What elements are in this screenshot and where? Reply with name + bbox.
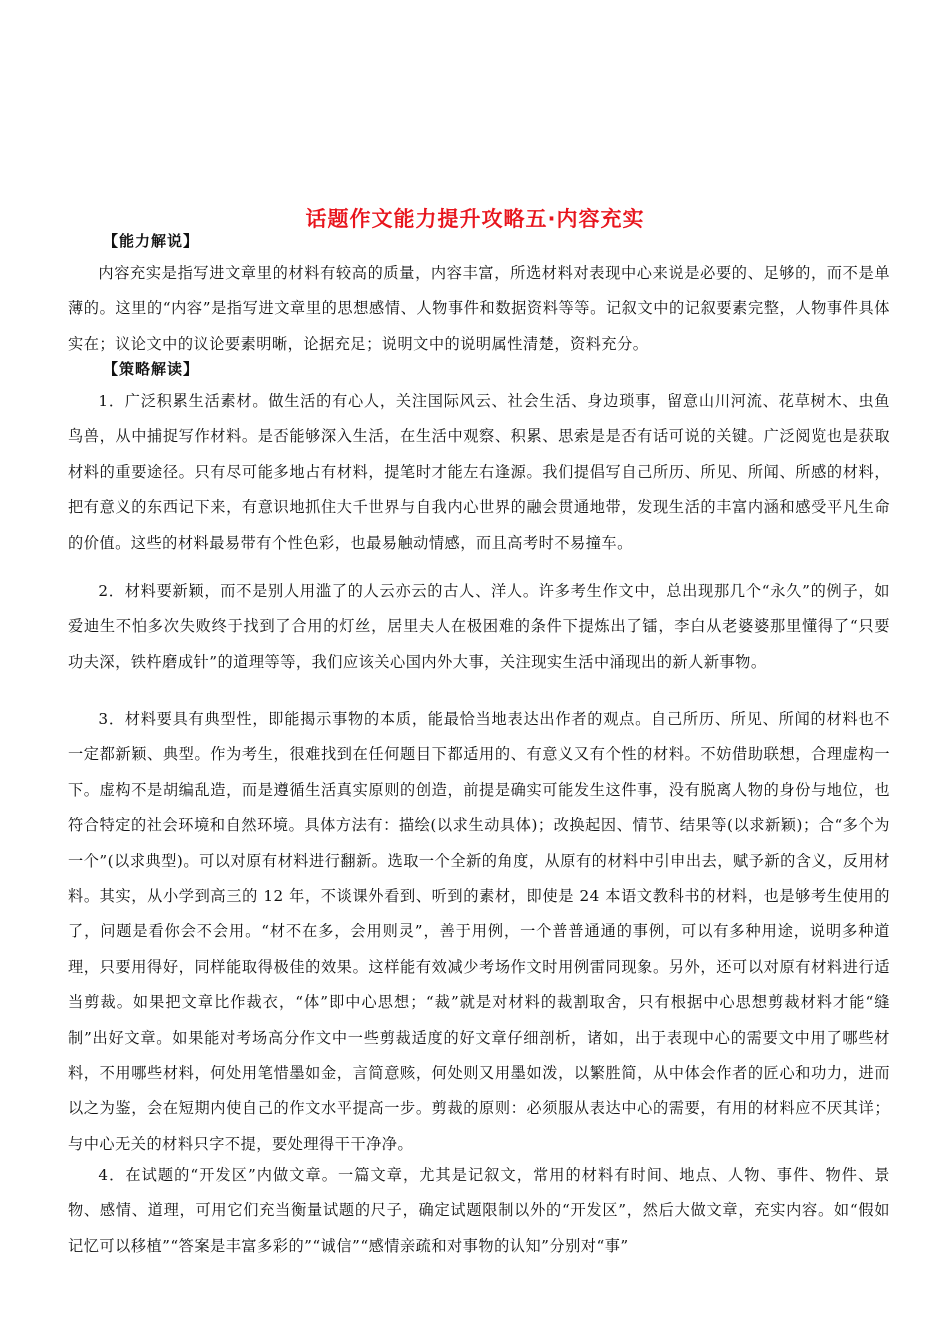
paragraph-point-4: 4．在试题的“开发区”内做文章。一篇文章，尤其是记叙文，常用的材料有时间、地点、人物、事件、物件、景物、感情、道理，可用它们充当衡量试题的尺子，确定试题限制以外的“开发区”，然后大做文章，充实内容。如“假如记忆可以移植”“答案是丰富多彩的”“诚信”“感情亲疏和对事物的认知”分别对“事”	[68, 1166, 890, 1255]
document-title: 话题作文能力提升攻略五·内容充实	[305, 207, 645, 231]
paragraph-point-3: 3．材料要具有典型性，即能揭示事物的本质，能最恰当地表达出作者的观点。自己所历、所见、所闻的材料也不一定都新颖、典型。作为考生，很难找到在任何题目下都适用的、有意义又有个性的材料。不妨借助联想，合理虚构一下。虚构不是胡编乱造，而是遵循生活真实原则的创造，前提是确实可能发生这件事，没有脱离人物的身份与地位，也符合特定的社会环境和自然环境。具体方法有：描绘(以求生动具体)；改换起因、情节、结果等(以求新颖)；合“多个为一个”(以求典型)。可以对原有材料进行翻新。选取一个全新的角度，从原有的材料中引申出去，赋予新的含义，反用材料。其实，从小学到高三的 12 年，不谈课外看到、听到的素材，即使是 24 本语文教科书的材料，也是够考生使用的了，问题是看你会不会用。“材不在多，会用则灵”，善于用例，一个普普通通的事例，可以有多种用途，说明多种道理，只要用得好，同样能取得极佳的效果。这样能有效减少考场作文时用例雷同现象。另外，还可以对原有材料进行适当剪裁。如果把文章比作裁衣，“体”即中心思想；“裁”就是对材料的裁割取舍，只有根据中心思想剪裁材料才能“缝制”出好文章。如果能对考场高分作文中一些剪裁适度的好文章仔细剖析，诸如，出于表现中心的需要文中用了哪些材料，不用哪些材料，何处用笔惜墨如金，言简意赅，何处则又用墨如泼，以繁胜简，从中体会作者的匠心和功力，进而以之为鉴，会在短期内使自己的作文水平提高一步。剪裁的原则：必须服从表达中心的需要，有用的材料应不厌其详；与中心无关的材料只字不提，要处理得干干净净。	[68, 710, 890, 1153]
section-heading-strategy: 【策略解读】	[103, 360, 200, 378]
section-heading-ability: 【能力解说】	[103, 232, 200, 250]
paragraph-ability-explanation: 内容充实是指写进文章里的材料有较高的质量，内容丰富，所选材料对表现中心来说是必要的、足够的，而不是单薄的。这里的“内容”是指写进文章里的思想感情、人物事件和数据资料等等。记叙文中的记叙要素完整，人物事件具体实在；议论文中的议论要素明晰，论据充足；说明文中的说明属性清楚，资料充分。	[68, 264, 890, 353]
paragraph-point-2: 2．材料要新颖，而不是别人用滥了的人云亦云的古人、洋人。许多考生作文中，总出现那几个“永久”的例子，如爱迪生不怕多次失败终于找到了合用的灯丝，居里夫人在极困难的条件下提炼出了镭，李白从老婆婆那里懂得了“只要功夫深，铁杵磨成针”的道理等等，我们应该关心国内外大事，关注现实生活中涌现出的新人新事物。	[68, 582, 890, 671]
paragraph-point-1: 1．广泛积累生活素材。做生活的有心人，关注国际风云、社会生活、身边琐事，留意山川河流、花草树木、虫鱼鸟兽，从中捕捉写作材料。是否能够深入生活，在生活中观察、积累、思索是是否有话可说的关键。广泛阅览也是获取材料的重要途径。只有尽可能多地占有材料，提笔时才能左右逢源。我们提倡写自己所历、所见、所闻、所感的材料，把有意义的东西记下来，有意识地抓住大千世界与自我内心世界的融会贯通地带，发现生活的丰富内涵和感受平凡生命的价值。这些的材料最易带有个性色彩，也最易触动情感，而且高考时不易撞车。	[68, 392, 890, 552]
